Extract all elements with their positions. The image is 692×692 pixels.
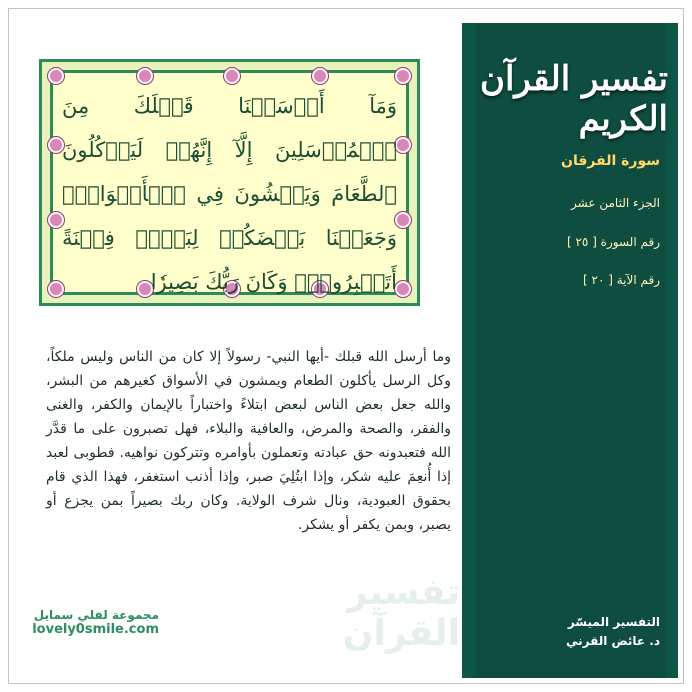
- surah-number: رقم السورة [ ٢٥ ]: [566, 235, 660, 249]
- verse-text: وَمَآ أَرۡسَلۡنَا قَبۡلَكَ مِنَ ٱلۡمُرۡسَلِينَ إِلَّآ إِنَّهُمۡ لَيَأۡكُلُونَ ٱلطَّعَامَ وَيَمۡشُونَ فِي ٱلۡأَسۡوَاقِۗ وَجَعَلۡنَا بَعۡضَكُمۡ لِبَعۡضٖ فِتۡنَةً أَتَصۡبِرُونَۗ وَكَانَ رَبُّكَ بَصِيرٗا: [62, 94, 397, 294]
- flower-ornament-icon: [395, 137, 411, 153]
- flower-ornament-icon: [48, 281, 64, 297]
- sidebar-panel: [462, 23, 678, 678]
- author-name: د. عائض القرني: [565, 634, 660, 648]
- site-logo: [23, 608, 159, 646]
- logo-line-url: lovely0smile.com: [32, 622, 159, 637]
- flower-ornament-icon: [137, 68, 153, 84]
- flower-ornament-icon: [224, 68, 240, 84]
- ayah-number: رقم الآية [ ٢٠ ]: [583, 273, 660, 287]
- flower-ornament-icon: [395, 281, 411, 297]
- juz-label: الجزء الثامن عشر: [571, 196, 660, 210]
- flower-ornament-icon: [395, 68, 411, 84]
- flower-ornament-icon: [312, 68, 328, 84]
- book-title: تفسير القرآن الكريم: [479, 59, 668, 139]
- tafsir-book: التفسير الميسّر: [567, 615, 660, 629]
- logo-line-arabic: مجموعة لفلي سمايل: [33, 608, 159, 622]
- flower-ornament-icon: [395, 212, 411, 228]
- watermark-text: تفسير القرآن: [342, 572, 460, 654]
- tafsir-text: وما أرسل الله قبلك -أيها النبي- رسولاً إلا كان من الناس وليس ملكاً، وكل الرسل يأكلون الطعام ويمشون في الأسواق كغيرهم من البشر، والله جعل بعض الناس لبعض ابتلاءً واختباراً بالإيمان والكفر، والغنى والفقر، والصحة والمرض، والعافية والبلاء، فهل تصبرون على ما قدَّر الله فتعبدونه حق عبادته وتعملون بأوامره وتتركون نواهيه. فطوبى لعبد إذا أُنعِمَ عليه شكر، وإذا ابتُلِيَ صبر، وإذا أذنب استغفر، فهذا الذي قام بحقوق العبودية، ونال شرف الولاية. وكان ربك بصيراً بمن يجزع أو يصبر، وبمن يكفر أو يشكر.: [46, 349, 451, 533]
- verse-frame: [39, 59, 420, 306]
- surah-name: سورة الفرقان: [561, 153, 660, 169]
- flower-ornament-icon: [48, 68, 64, 84]
